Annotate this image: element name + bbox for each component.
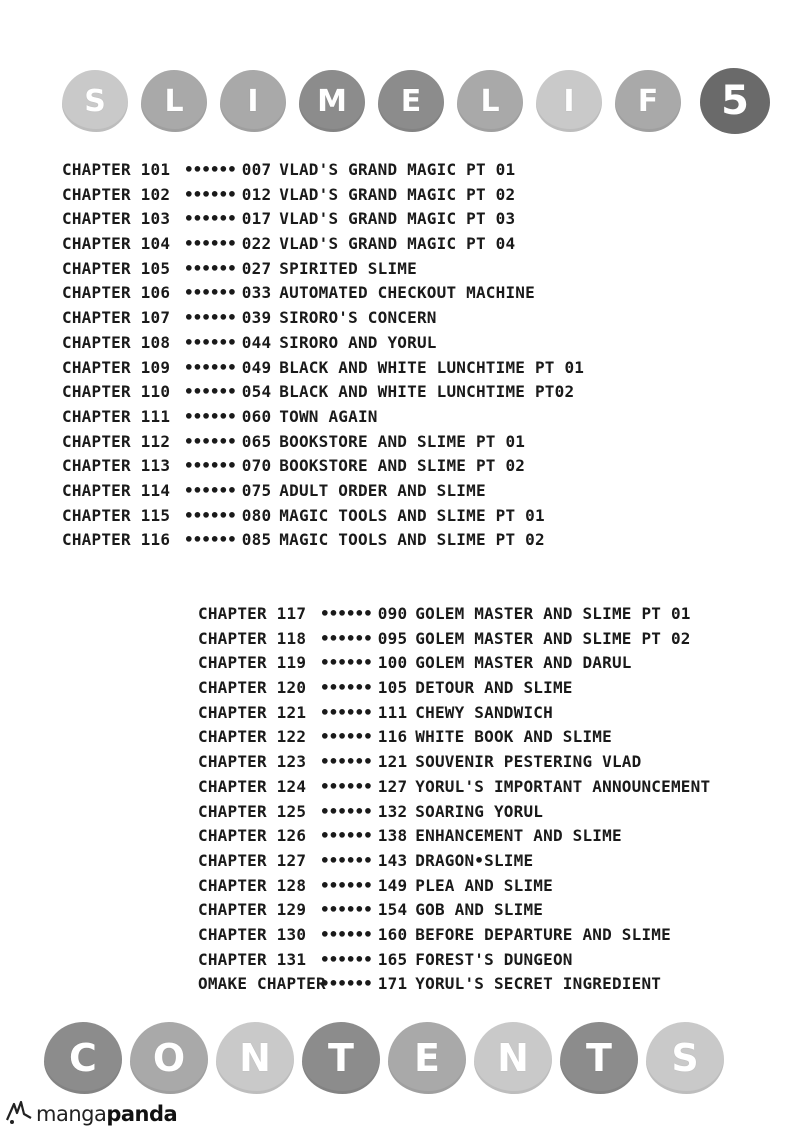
toc-chapter-title: YORUL'S SECRET INGREDIENT <box>415 974 662 994</box>
contents-letter-blob <box>560 1022 638 1094</box>
toc-chapter-label: CHAPTER 113 <box>62 456 171 476</box>
toc-chapter-label: CHAPTER 123 <box>198 752 307 772</box>
toc-entry <box>62 232 584 257</box>
toc-chapter-title: GOLEM MASTER AND DARUL <box>415 653 632 673</box>
contents-letter-blob <box>646 1022 724 1094</box>
toc-chapter-label: CHAPTER 109 <box>62 357 171 377</box>
toc-chapter-label: CHAPTER 118 <box>198 628 307 648</box>
toc-leader-dots: •••••• <box>184 456 236 476</box>
toc-leader-dots: •••••• <box>184 431 236 451</box>
toc-leader-dots: •••••• <box>320 752 372 772</box>
toc-leader-dots: •••••• <box>184 234 236 254</box>
title-letter: L <box>164 83 184 119</box>
toc-entry <box>198 972 710 997</box>
toc-entry <box>62 405 584 430</box>
toc-chapter-label: CHAPTER 117 <box>198 604 307 623</box>
toc-page-number: 143 <box>377 850 408 870</box>
toc-page-number: 075 <box>241 480 272 500</box>
mangapanda-logo <box>4 1092 177 1126</box>
toc-chapter-title: WHITE BOOK AND SLIME <box>415 727 612 747</box>
toc-chapter-title: SOUVENIR PESTERING VLAD <box>415 752 642 772</box>
mangapanda-mark-icon <box>4 1096 34 1126</box>
toc-entry <box>62 281 584 306</box>
toc-leader-dots: •••••• <box>184 406 236 426</box>
toc-leader-dots: •••••• <box>320 924 372 944</box>
toc-page-number: 105 <box>377 678 408 698</box>
toc-page-number: 160 <box>377 924 408 944</box>
toc-chapter-label: CHAPTER 131 <box>198 949 307 969</box>
toc-chapter-label: CHAPTER 126 <box>198 826 307 846</box>
toc-entry <box>198 898 710 923</box>
toc-page-number: 049 <box>241 357 272 377</box>
toc-chapter-label: CHAPTER 111 <box>62 406 171 426</box>
toc-page-number: 039 <box>241 308 272 328</box>
toc-chapter-title: TOWN AGAIN <box>279 406 378 426</box>
toc-chapter-label: CHAPTER 128 <box>198 875 307 895</box>
toc-entry <box>198 849 710 874</box>
toc-page-number: 070 <box>241 456 272 476</box>
toc-chapter-title: BOOKSTORE AND SLIME PT 02 <box>279 456 526 476</box>
toc-chapter-title: GOLEM MASTER AND SLIME PT 02 <box>415 628 691 648</box>
toc-entry <box>62 207 584 232</box>
toc-page-number: 044 <box>241 332 272 352</box>
toc-chapter-title: AUTOMATED CHECKOUT MACHINE <box>279 283 535 303</box>
toc-chapter-label: CHAPTER 124 <box>198 776 307 796</box>
toc-chapter-title: VLAD'S GRAND MAGIC PT 01 <box>279 160 516 179</box>
toc-chapter-title: GOLEM MASTER AND SLIME PT 01 <box>415 604 691 623</box>
contents-letter: S <box>671 1036 699 1080</box>
toc-chapter-label: CHAPTER 119 <box>198 653 307 673</box>
contents-letter: T <box>586 1036 612 1080</box>
toc-part-1 <box>62 158 584 553</box>
toc-chapter-label: CHAPTER 101 <box>62 160 171 179</box>
toc-entry <box>62 356 584 381</box>
toc-entry <box>198 627 710 652</box>
title-letter: S <box>84 83 106 119</box>
toc-chapter-label: CHAPTER 127 <box>198 850 307 870</box>
toc-leader-dots: •••••• <box>320 875 372 895</box>
toc-chapter-label: CHAPTER 112 <box>62 431 171 451</box>
toc-leader-dots: •••••• <box>184 258 236 278</box>
toc-leader-dots: •••••• <box>320 678 372 698</box>
toc-chapter-title: BLACK AND WHITE LUNCHTIME PT02 <box>279 382 575 402</box>
toc-chapter-label: CHAPTER 125 <box>198 801 307 821</box>
toc-chapter-label: CHAPTER 115 <box>62 505 171 525</box>
toc-page-number: 012 <box>241 184 272 204</box>
toc-chapter-label: CHAPTER 105 <box>62 258 171 278</box>
toc-chapter-label: CHAPTER 104 <box>62 234 171 254</box>
toc-leader-dots: •••••• <box>184 308 236 328</box>
toc-chapter-title: MAGIC TOOLS AND SLIME PT 01 <box>279 505 545 525</box>
toc-page-number: 022 <box>241 234 272 254</box>
toc-page-number: 027 <box>241 258 272 278</box>
toc-leader-dots: •••••• <box>184 382 236 402</box>
toc-page-number: 138 <box>377 826 408 846</box>
toc-entry <box>62 454 584 479</box>
title-letter: F <box>637 83 659 119</box>
toc-chapter-title: PLEA AND SLIME <box>415 875 553 895</box>
toc-chapter-label: CHAPTER 107 <box>62 308 171 328</box>
toc-page-number: 154 <box>377 900 408 920</box>
toc-page-number: 033 <box>241 283 272 303</box>
toc-leader-dots: •••••• <box>320 801 372 821</box>
logo-text-panda: panda <box>106 1102 178 1126</box>
toc-chapter-label: CHAPTER 130 <box>198 924 307 944</box>
toc-entry <box>198 874 710 899</box>
toc-entry <box>198 800 710 825</box>
toc-leader-dots: •••••• <box>184 160 236 179</box>
toc-entry <box>62 380 584 405</box>
toc-chapter-label: CHAPTER 103 <box>62 209 171 229</box>
toc-chapter-label: CHAPTER 114 <box>62 480 171 500</box>
toc-entry <box>62 331 584 356</box>
toc-entry <box>62 504 584 529</box>
toc-entry <box>62 183 584 208</box>
toc-chapter-title: BLACK AND WHITE LUNCHTIME PT 01 <box>279 357 585 377</box>
toc-chapter-title: VLAD'S GRAND MAGIC PT 02 <box>279 184 516 204</box>
contents-letter-blob <box>216 1022 294 1094</box>
contents-letter-blob <box>44 1022 122 1094</box>
contents-letter: E <box>414 1036 440 1080</box>
title-letter: E <box>400 83 422 119</box>
toc-leader-dots: •••••• <box>184 357 236 377</box>
toc-leader-dots: •••••• <box>320 604 372 623</box>
toc-chapter-label: CHAPTER 108 <box>62 332 171 352</box>
toc-chapter-title: YORUL'S IMPORTANT ANNOUNCEMENT <box>415 776 711 796</box>
toc-page-number: 149 <box>377 875 408 895</box>
toc-page-number: 060 <box>241 406 272 426</box>
toc-page-number: 085 <box>241 530 272 550</box>
toc-chapter-title: CHEWY SANDWICH <box>415 702 553 722</box>
toc-entry <box>198 775 710 800</box>
toc-leader-dots: •••••• <box>320 702 372 722</box>
toc-leader-dots: •••••• <box>184 530 236 550</box>
contents-letter-blob <box>388 1022 466 1094</box>
toc-entry <box>198 948 710 973</box>
toc-chapter-title: FOREST'S DUNGEON <box>415 949 573 969</box>
contents-letter: T <box>328 1036 354 1080</box>
toc-entry <box>62 528 584 553</box>
toc-leader-dots: •••••• <box>184 332 236 352</box>
toc-leader-dots: •••••• <box>320 628 372 648</box>
toc-entry <box>62 306 584 331</box>
toc-entry <box>62 257 584 282</box>
contents-letter: N <box>239 1036 271 1080</box>
toc-chapter-label: CHAPTER 120 <box>198 678 307 698</box>
toc-leader-dots: •••••• <box>320 949 372 969</box>
toc-chapter-title: SIRORO AND YORUL <box>279 332 437 352</box>
toc-entry <box>62 430 584 455</box>
toc-chapter-label: CHAPTER 110 <box>62 382 171 402</box>
toc-entry <box>198 676 710 701</box>
toc-chapter-title: SPIRITED SLIME <box>279 258 417 278</box>
toc-page-number: 095 <box>377 628 408 648</box>
toc-chapter-label: CHAPTER 122 <box>198 727 307 747</box>
toc-chapter-label: CHAPTER 116 <box>62 530 171 550</box>
toc-chapter-label: CHAPTER 121 <box>198 702 307 722</box>
toc-page-number: 007 <box>241 160 272 179</box>
toc-leader-dots: •••••• <box>184 480 236 500</box>
toc-leader-dots: •••••• <box>184 283 236 303</box>
toc-leader-dots: •••••• <box>320 974 372 994</box>
toc-leader-dots: •••••• <box>320 776 372 796</box>
toc-page-number: 165 <box>377 949 408 969</box>
title-letter: I <box>563 83 575 119</box>
toc-chapter-title: VLAD'S GRAND MAGIC PT 04 <box>279 234 516 254</box>
toc-leader-dots: •••••• <box>184 505 236 525</box>
toc-entry <box>198 602 710 627</box>
toc-entry <box>198 824 710 849</box>
contents-letter-blob <box>474 1022 552 1094</box>
toc-entry <box>198 701 710 726</box>
toc-page-number: 065 <box>241 431 272 451</box>
toc-entry <box>198 725 710 750</box>
toc-chapter-label: CHAPTER 129 <box>198 900 307 920</box>
contents-letter: N <box>497 1036 529 1080</box>
toc-chapter-title: BEFORE DEPARTURE AND SLIME <box>415 924 671 944</box>
toc-leader-dots: •••••• <box>184 184 236 204</box>
toc-entry <box>198 923 710 948</box>
toc-page-number: 171 <box>377 974 408 994</box>
toc-entry <box>198 750 710 775</box>
toc-chapter-label: OMAKE CHAPTER <box>198 974 326 994</box>
toc-leader-dots: •••••• <box>320 653 372 673</box>
toc-chapter-title: ADULT ORDER AND SLIME <box>279 480 486 500</box>
title-letter: I <box>247 83 259 119</box>
logo-text-manga: manga <box>36 1102 107 1126</box>
contents-letter-blob <box>130 1022 208 1094</box>
toc-chapter-title: DETOUR AND SLIME <box>415 678 573 698</box>
title-letter: M <box>317 83 347 119</box>
toc-leader-dots: •••••• <box>320 850 372 870</box>
toc-page-number: 017 <box>241 209 272 229</box>
toc-leader-dots: •••••• <box>184 209 236 229</box>
toc-chapter-title: SOARING YORUL <box>415 801 544 821</box>
contents-letter-blob <box>302 1022 380 1094</box>
toc-chapter-label: CHAPTER 106 <box>62 283 171 303</box>
toc-chapter-title: VLAD'S GRAND MAGIC PT 03 <box>279 209 516 229</box>
toc-leader-dots: •••••• <box>320 900 372 920</box>
toc-chapter-title: SIRORO'S CONCERN <box>279 308 437 328</box>
toc-chapter-label: CHAPTER 102 <box>62 184 171 204</box>
toc-chapter-title: BOOKSTORE AND SLIME PT 01 <box>279 431 526 451</box>
toc-page-number: 132 <box>377 801 408 821</box>
toc-page-number: 121 <box>377 752 408 772</box>
toc-page-number: 090 <box>377 604 408 623</box>
toc-leader-dots: •••••• <box>320 727 372 747</box>
toc-leader-dots: •••••• <box>320 826 372 846</box>
title-letter: L <box>480 83 500 119</box>
toc-entry <box>62 479 584 504</box>
contents-letter: O <box>152 1036 186 1080</box>
toc-chapter-title: ENHANCEMENT AND SLIME <box>415 826 622 846</box>
toc-page-number: 127 <box>377 776 408 796</box>
toc-part-2 <box>198 602 710 997</box>
toc-chapter-title: DRAGON•SLIME <box>415 850 534 870</box>
toc-entry <box>62 158 584 183</box>
toc-entry <box>198 651 710 676</box>
contents-letter: C <box>69 1036 97 1080</box>
toc-page-number: 116 <box>377 727 408 747</box>
toc-page-number: 111 <box>377 702 408 722</box>
volume-number: 5 <box>700 68 770 134</box>
toc-page-number: 054 <box>241 382 272 402</box>
toc-chapter-title: GOB AND SLIME <box>415 900 544 920</box>
toc-page-number: 080 <box>241 505 272 525</box>
toc-chapter-title: MAGIC TOOLS AND SLIME PT 02 <box>279 530 545 550</box>
toc-page-number: 100 <box>377 653 408 673</box>
